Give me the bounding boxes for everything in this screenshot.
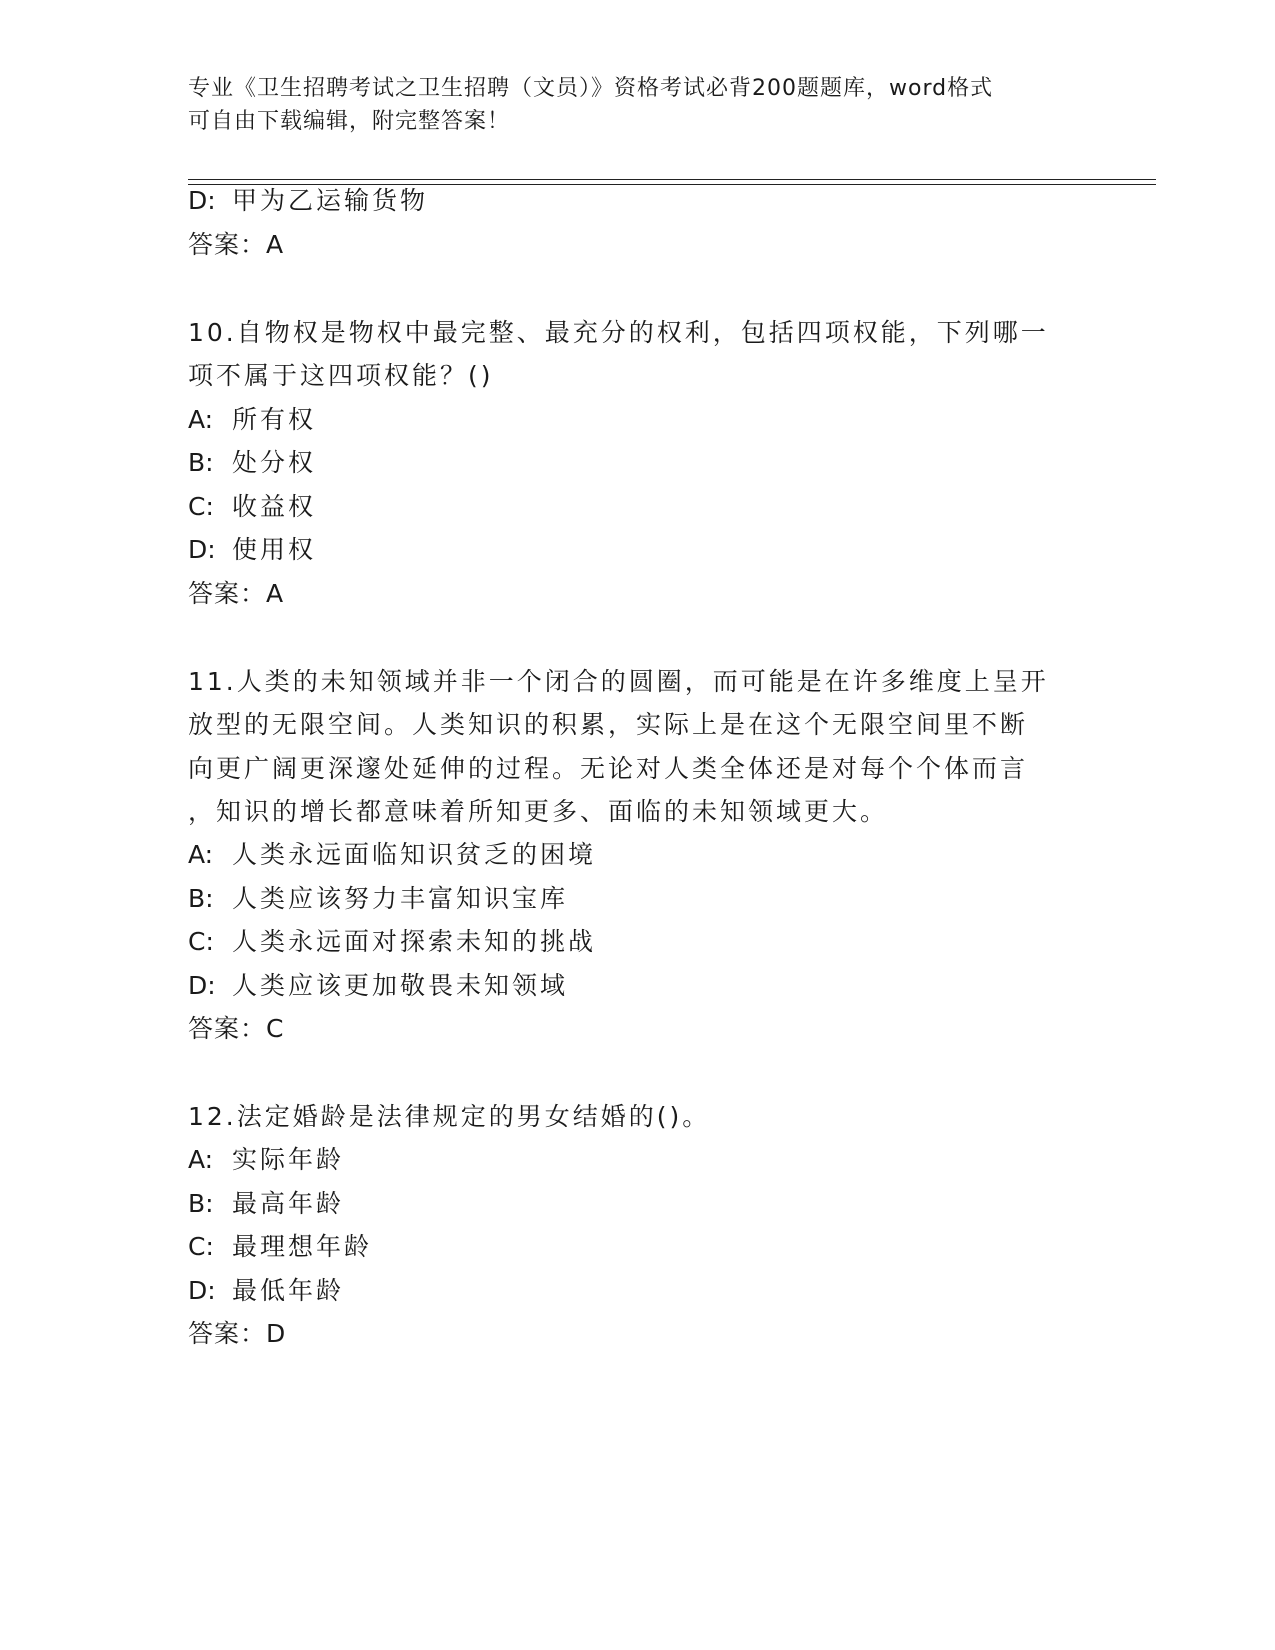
q11-option-b bbox=[188, 880, 568, 918]
q12-option-b bbox=[188, 1185, 344, 1223]
q12-stem-line-1: 12.法定婚龄是法律规定的男女结婚的()。 bbox=[188, 1102, 711, 1131]
q10-option-d bbox=[188, 531, 316, 569]
option-text: 收益权 bbox=[232, 492, 317, 521]
prev-answer: 答案：A bbox=[188, 230, 285, 259]
q10-option-c bbox=[188, 488, 316, 526]
q12-answer: 答案：D bbox=[188, 1319, 287, 1348]
option-label: C: bbox=[188, 492, 214, 521]
q11-option-d bbox=[188, 967, 568, 1005]
header-line-1: 专业《卫生招聘考试之卫生招聘（文员）》资格考试必背200题题库，word格式 bbox=[188, 76, 994, 101]
option-text: 人类应该更加敬畏未知领域 bbox=[232, 971, 569, 1000]
q10-option-b bbox=[188, 444, 316, 482]
prev-option-d bbox=[188, 182, 428, 220]
option-label: C: bbox=[188, 1232, 214, 1261]
q11-stem-line-3: 向更广阔更深邃处延伸的过程。无论对人类全体还是对每个个体而言 bbox=[188, 754, 1029, 783]
q11-option-c bbox=[188, 923, 596, 961]
header-rule-top bbox=[188, 179, 1156, 180]
q12-option-a bbox=[188, 1141, 344, 1179]
q12-option-d bbox=[188, 1272, 344, 1310]
q11-stem-line-1: 11.人类的未知领域并非一个闭合的圆圈，而可能是在许多维度上呈开 bbox=[188, 667, 1049, 696]
option-label: D: bbox=[188, 535, 216, 564]
option-text: 最高年龄 bbox=[232, 1189, 345, 1218]
q11-option-a bbox=[188, 836, 596, 874]
q11-answer: 答案：C bbox=[188, 1014, 285, 1043]
option-text: 甲为乙运输货物 bbox=[232, 186, 429, 215]
option-text: 人类应该努力丰富知识宝库 bbox=[232, 884, 569, 913]
option-text: 所有权 bbox=[232, 405, 317, 434]
option-label: B: bbox=[188, 884, 214, 913]
option-text: 人类永远面临知识贫乏的困境 bbox=[232, 840, 597, 869]
q10-stem-line-1: 10.自物权是物权中最完整、最充分的权利，包括四项权能，下列哪一 bbox=[188, 318, 1049, 347]
q10-answer: 答案：A bbox=[188, 579, 285, 608]
option-label: A: bbox=[188, 840, 214, 869]
option-text: 使用权 bbox=[232, 535, 317, 564]
option-text: 处分权 bbox=[232, 448, 317, 477]
option-text: 人类永远面对探索未知的挑战 bbox=[232, 927, 597, 956]
option-label: A: bbox=[188, 1145, 214, 1174]
option-text: 最低年龄 bbox=[232, 1276, 345, 1305]
option-text: 最理想年龄 bbox=[232, 1232, 373, 1261]
q11-stem-line-2: 放型的无限空间。人类知识的积累，实际上是在这个无限空间里不断 bbox=[188, 710, 1029, 739]
option-label: D: bbox=[188, 971, 216, 1000]
q11-stem-line-4: ，知识的增长都意味着所知更多、面临的未知领域更大。 bbox=[188, 797, 889, 826]
q12-option-c bbox=[188, 1228, 372, 1266]
header-line-2: 可自由下载编辑，附完整答案！ bbox=[188, 109, 511, 134]
page-header bbox=[188, 72, 1068, 138]
option-label: A: bbox=[188, 405, 214, 434]
option-label: B: bbox=[188, 1189, 214, 1218]
option-label: B: bbox=[188, 448, 214, 477]
q10-option-a bbox=[188, 401, 316, 439]
option-label: D: bbox=[188, 1276, 216, 1305]
q10-stem-line-2: 项不属于这四项权能？() bbox=[188, 361, 494, 390]
option-label: C: bbox=[188, 927, 214, 956]
option-text: 实际年龄 bbox=[232, 1145, 345, 1174]
option-label: D: bbox=[188, 186, 216, 215]
